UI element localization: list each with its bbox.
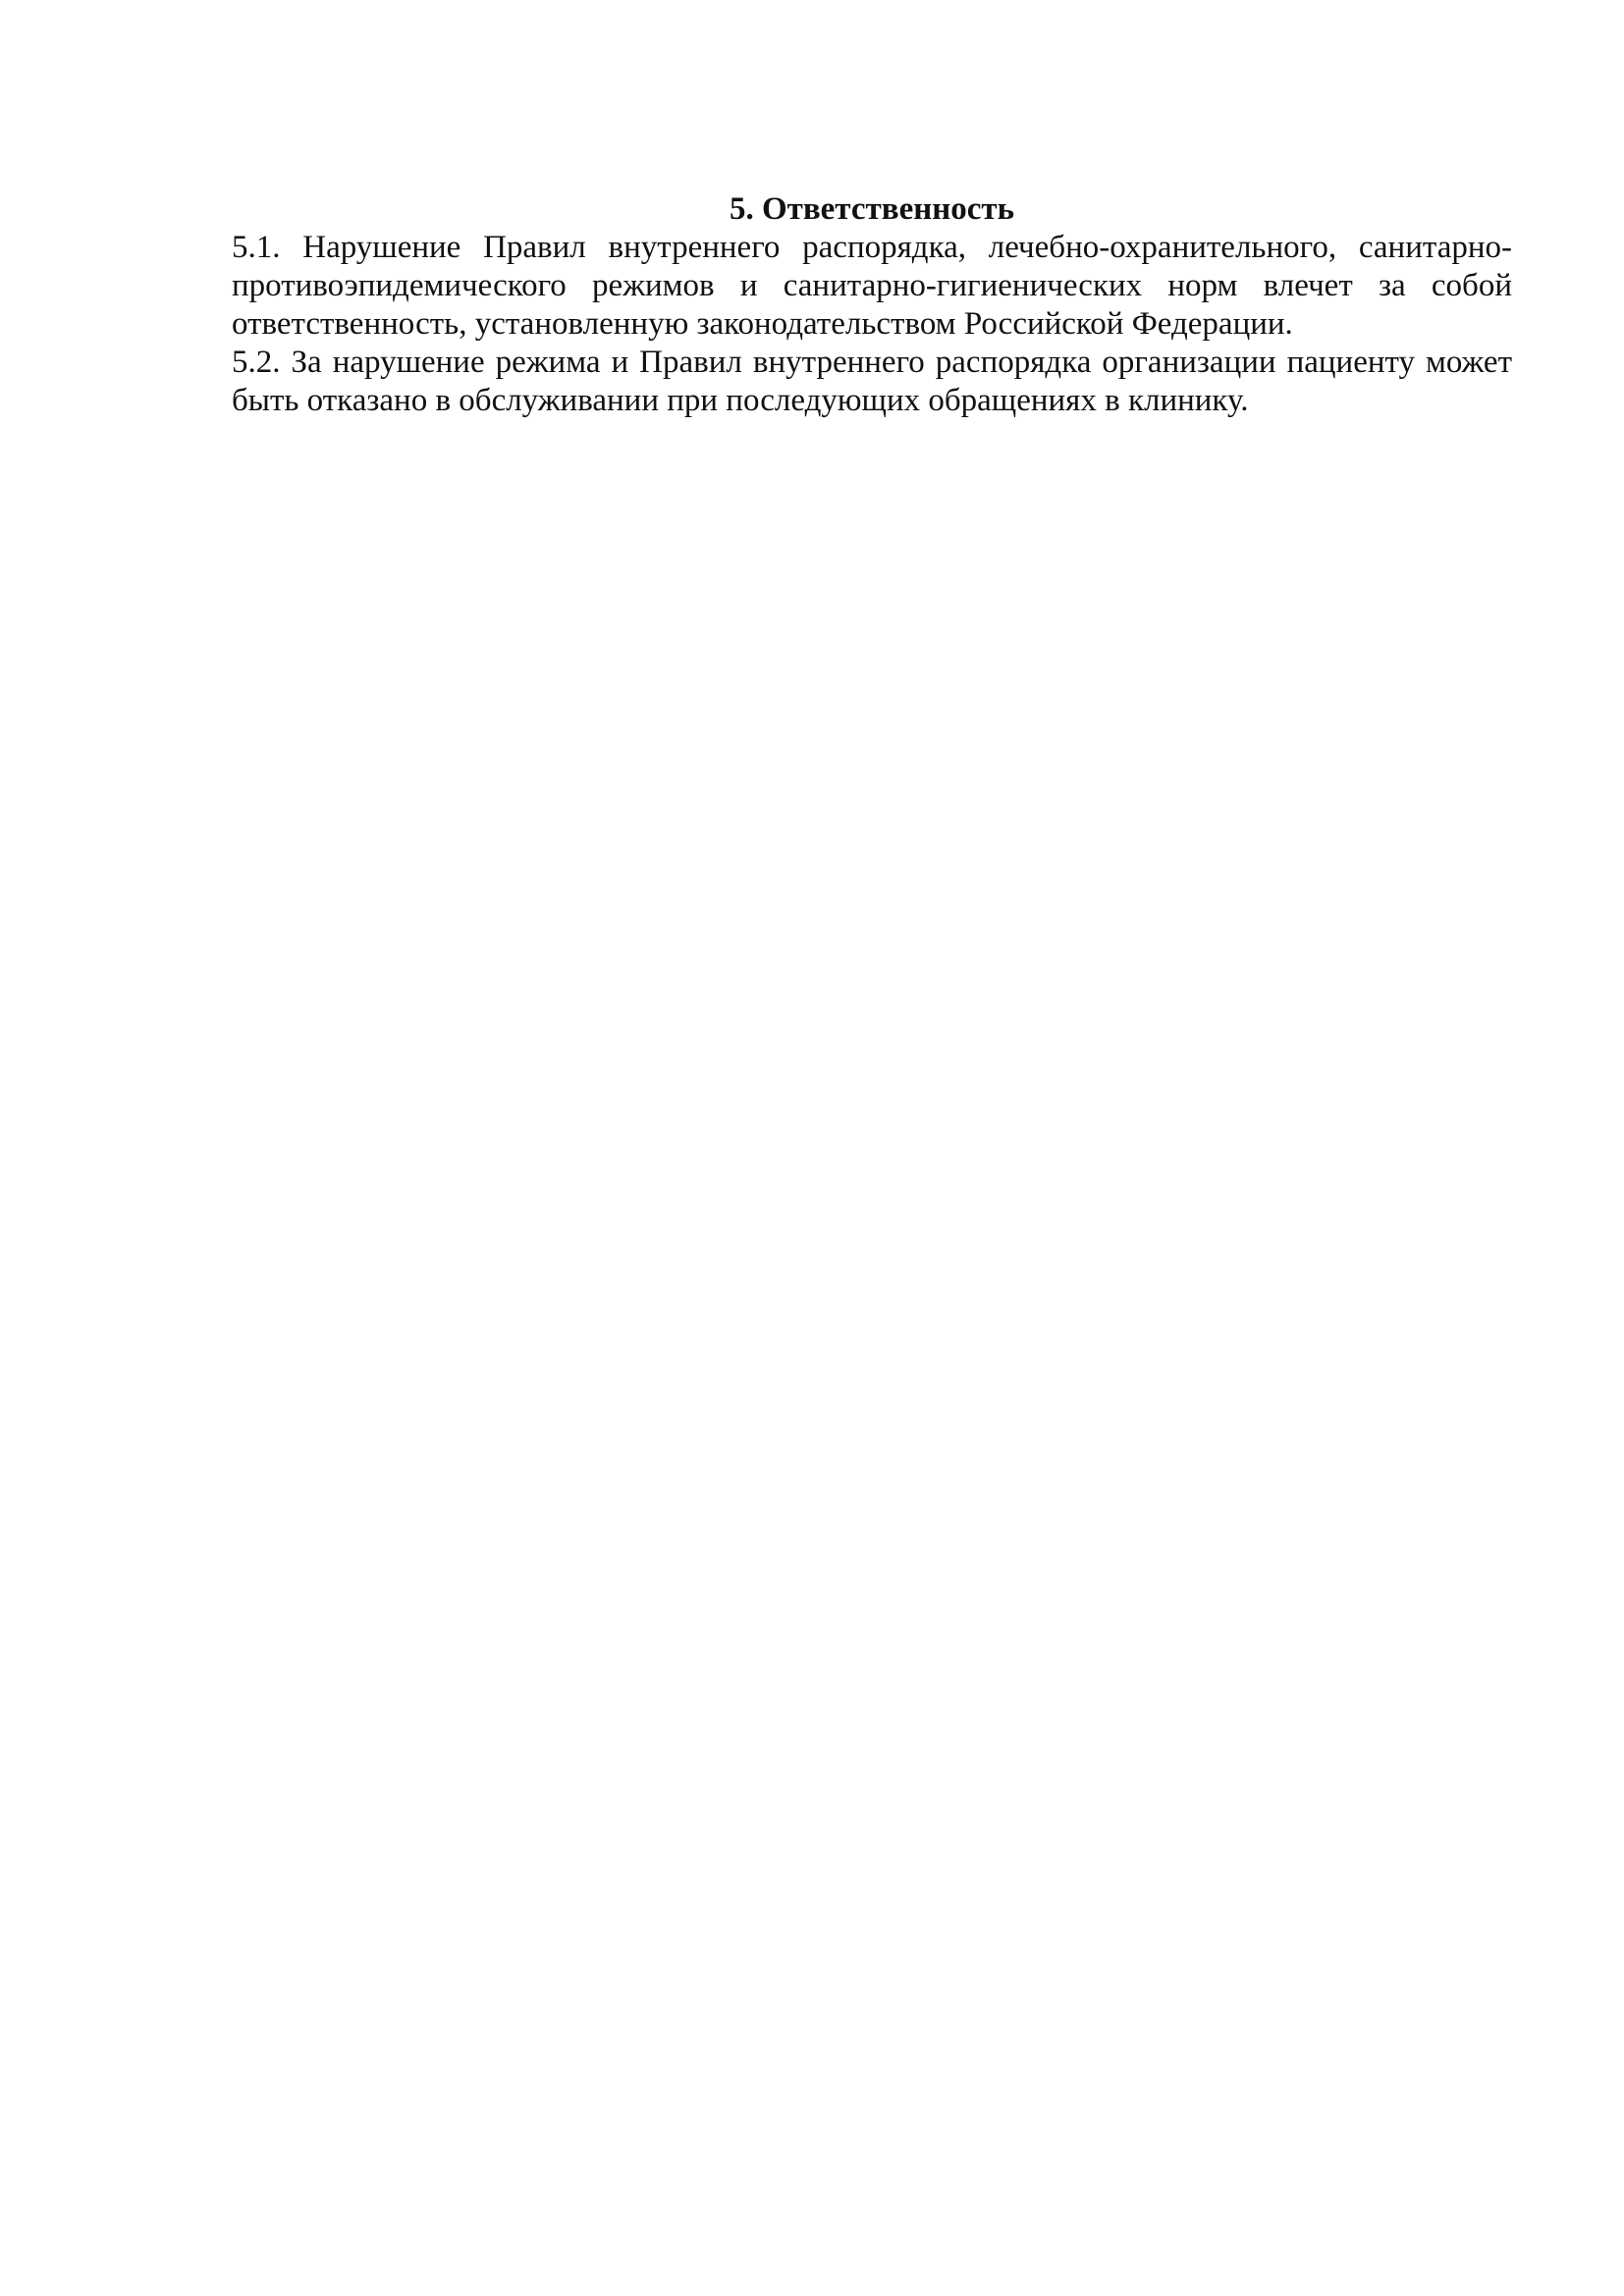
paragraph-5-2: 5.2. За нарушение режима и Правил внутреннего распорядка организации пациенту может быть отказано в обслуживании при последующих обращениях в клинику. (232, 345, 1512, 418)
section-title: 5. Ответственность (729, 191, 1015, 227)
paragraph-5-1: 5.1. Нарушение Правил внутреннего распорядка, лечебно-охранительного, санитарно-противоэпидемического режимов и санитарно-гигиенических норм влечет за собой ответственность, установленную законодательством Российской Федерации. (232, 230, 1512, 342)
document-body (232, 190, 1512, 420)
